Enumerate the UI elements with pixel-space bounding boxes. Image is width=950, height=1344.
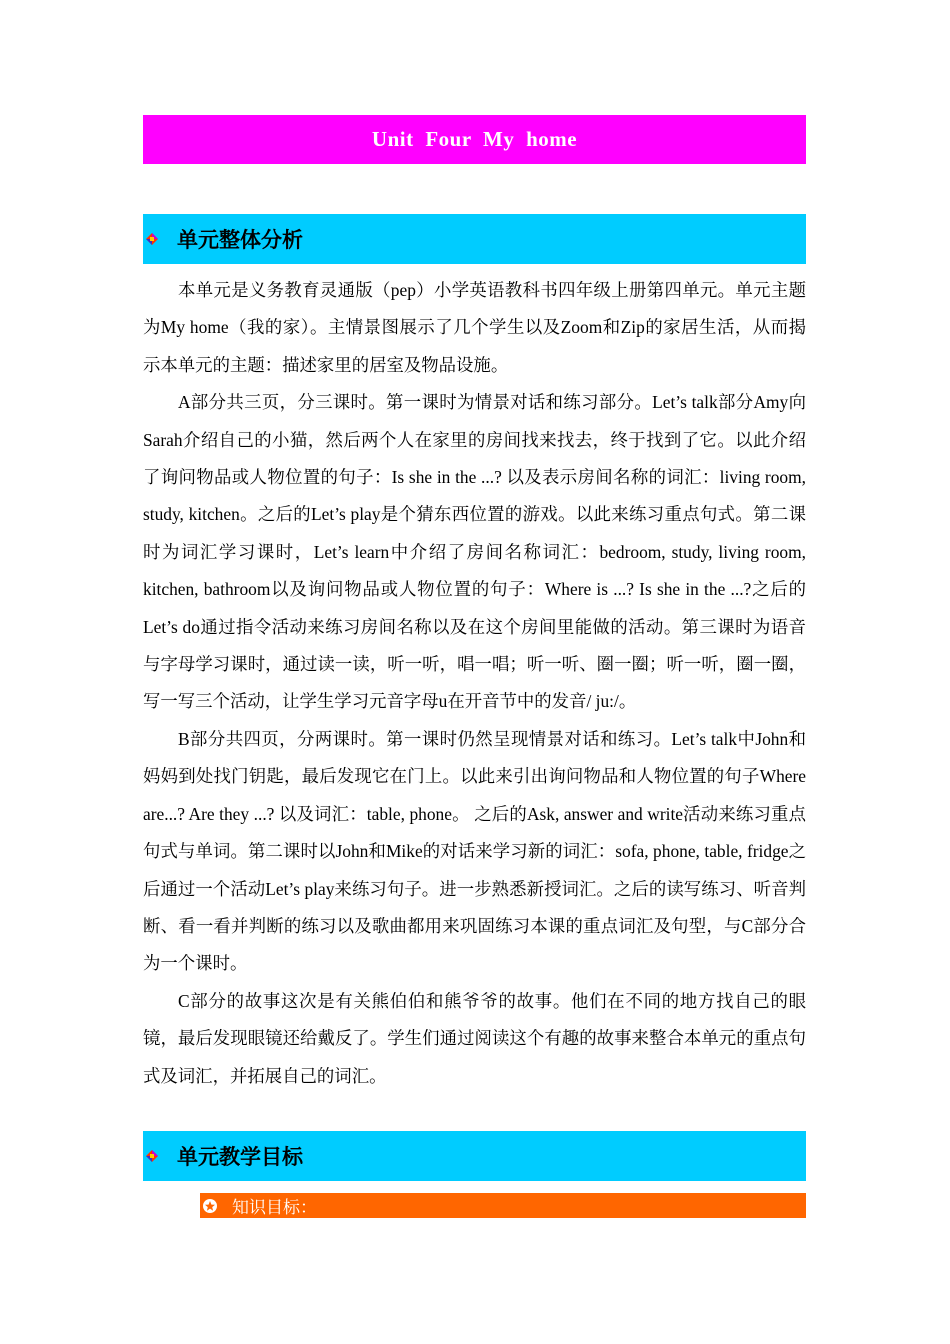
star-circle-icon — [202, 1198, 218, 1214]
section-header-analysis — [143, 214, 806, 264]
paragraph: B部分共四页，分两课时。第一课时仍然呈现情景对话和练习。Let’s talk中John和妈妈到处找门钥匙，最后发现它在门上。以此来引出询问物品和人物位置的句子Where are...? Are they ...? 以及词汇：table, phone。 之后的Ask, answer and write活动来练习重点句式与单词。第二课时以John和Mike的对话来学习新的词汇：sofa, phone, table, fridge之后通过一个活动Let’s play来练习句子。进一步熟悉新授词汇。之后的读写练习、听音判断、看一看并判断的练习以及歌曲都用来巩固练习本课的重点词汇及句型，与C部分合为一个课时。 — [143, 728, 806, 974]
subsection-title: 知识目标： — [232, 1198, 317, 1218]
paragraph: 本单元是义务教育灵通版（pep）小学英语教科书四年级上册第四单元。单元主题为My home（我的家）。主情景图展示了几个学生以及Zoom和Zip的家居生活，从而揭示本单元的主题：描述家里的居室及物品设施。 — [143, 280, 806, 375]
paragraph: C部分的故事这次是有关熊伯伯和熊爷爷的故事。他们在不同的地方找自己的眼镜，最后发现眼镜还给戴反了。学生们通过阅读这个有趣的故事来整合本单元的重点句式及词汇，并拓展自己的词汇。 — [143, 990, 806, 1086]
unit-title-bar — [143, 115, 806, 164]
section-title: 单元教学目标 — [177, 1145, 303, 1169]
diamond-bullet-icon — [145, 1149, 159, 1163]
paragraph: A部分共三页，分三课时。第一课时为情景对话和练习部分。Let’s talk部分Amy向Sarah介绍自己的小猫，然后两个人在家里的房间找来找去，终于找到了它。以此介绍了询问物品或人物位置的句子：Is she in the ...? 以及表示房间名称的词汇：living room, study, kitchen。之后的Let’s play是个猜东西位置的游戏。以此来练习重点句式。第二课时为词汇学习课时，Let’s learn中介绍了房间名称词汇：bedroom, study, living room, kitchen, bathroom以及询问物品或人物位置的句子：Where is ...? Is she in the ...?之后的Let’s do通过指令活动来练习房间名称以及在这个房间里能做的活动。第三课时为语音与字母学习课时，通过读一读，听一听，唱一唱；听一听、圈一圈；听一听，圈一圈，写一写三个活动，让学生学习元音字母u在开音节中的发音/ ju:/。 — [143, 392, 806, 712]
unit-title: Unit Four My home — [371, 127, 578, 151]
diamond-bullet-icon — [145, 232, 159, 246]
section-title: 单元整体分析 — [177, 228, 303, 252]
subsection-knowledge-goals — [200, 1193, 806, 1218]
analysis-body — [143, 272, 806, 1095]
section-header-goals — [143, 1131, 806, 1181]
